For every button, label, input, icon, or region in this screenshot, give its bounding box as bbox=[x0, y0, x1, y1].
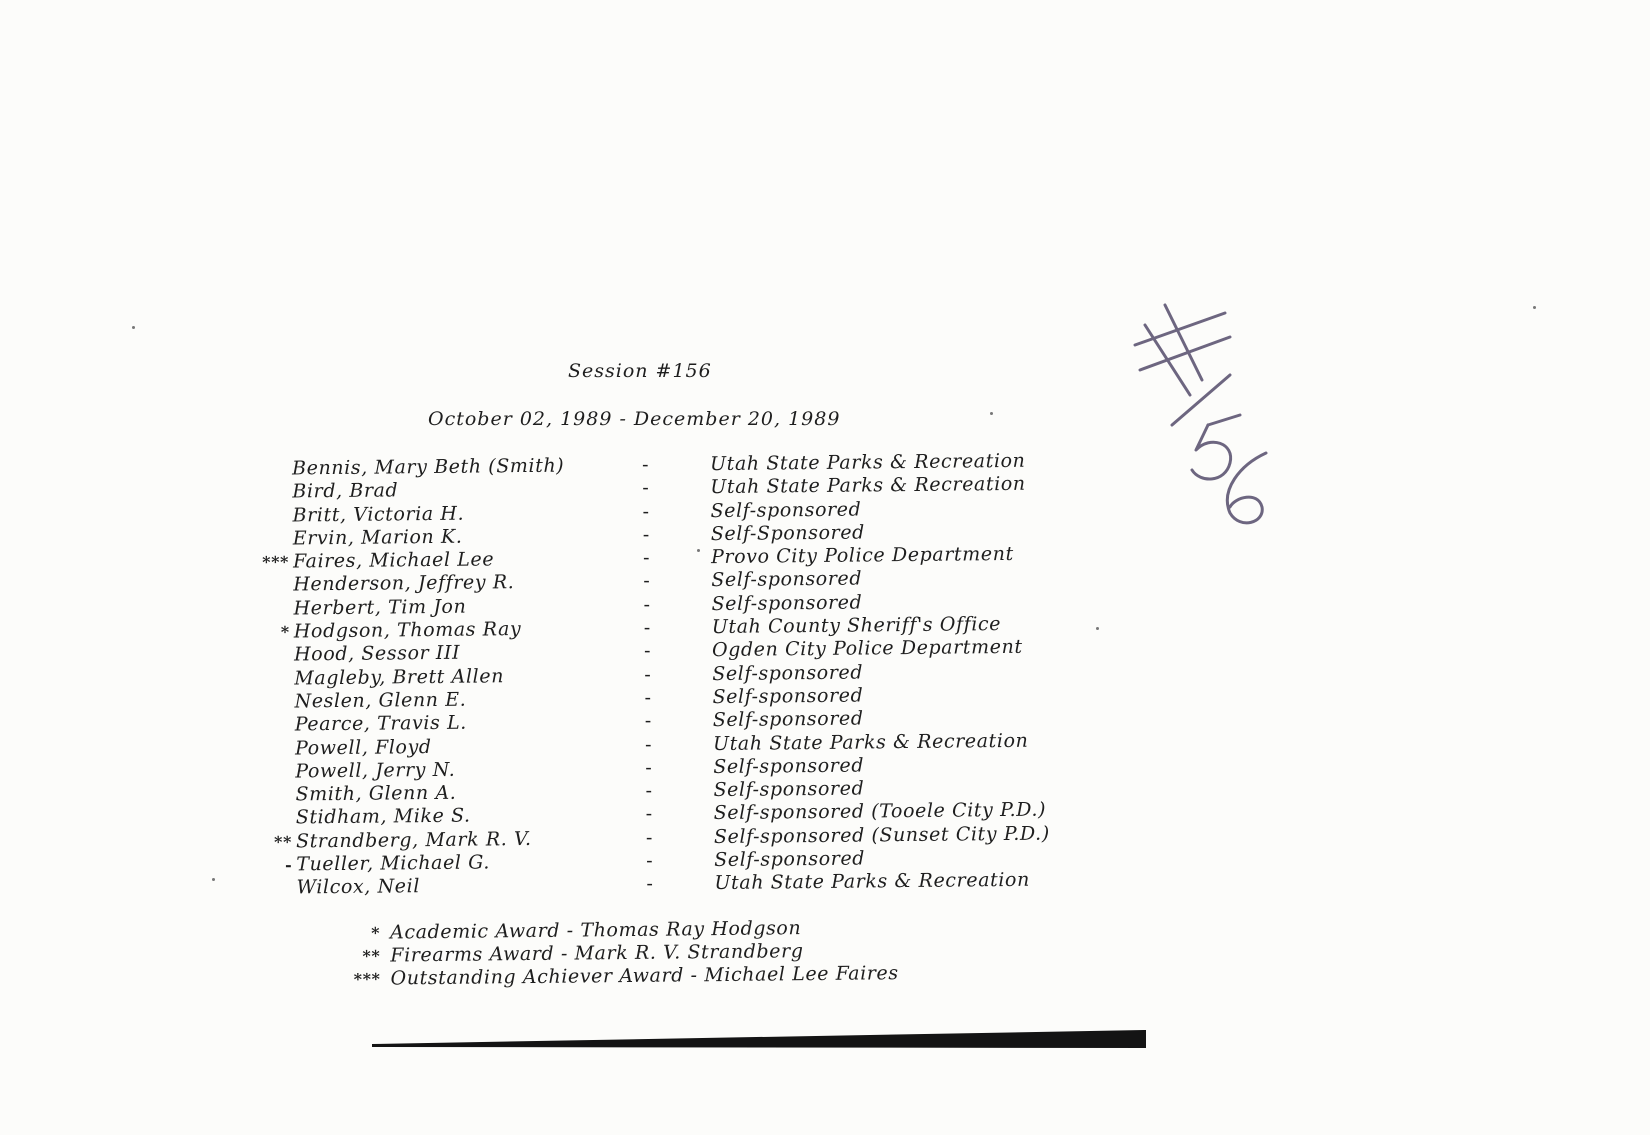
separator-dash: - bbox=[644, 663, 652, 686]
sponsor: Utah State Parks & Recreation bbox=[709, 449, 1026, 476]
student-name: Britt, Victoria H. bbox=[292, 502, 465, 527]
separator-dash: - bbox=[646, 873, 654, 896]
award-marker bbox=[244, 809, 292, 810]
handwritten-session-number bbox=[1130, 285, 1310, 545]
separator-dash: - bbox=[642, 523, 650, 546]
student-name: Powell, Jerry N. bbox=[295, 758, 456, 783]
sponsor: Self-sponsored bbox=[711, 591, 863, 615]
sponsor: Self-Sponsored bbox=[710, 521, 865, 545]
student-name: Hodgson, Thomas Ray bbox=[293, 618, 522, 643]
award-marker bbox=[241, 506, 289, 507]
award-marker bbox=[243, 786, 291, 787]
award-marker: * bbox=[280, 622, 290, 642]
student-name: Bird, Brad bbox=[292, 479, 399, 503]
separator-dash: - bbox=[644, 709, 652, 733]
award-marker bbox=[241, 576, 289, 577]
student-name: Pearce, Travis L. bbox=[294, 711, 467, 736]
separator-dash: - bbox=[642, 477, 650, 500]
separator-dash: - bbox=[646, 849, 654, 872]
sponsor: Self-sponsored (Sunset City P.D.) bbox=[713, 822, 1050, 848]
separator-dash: - bbox=[643, 616, 651, 639]
student-name: Herbert, Tim Jon bbox=[293, 595, 467, 620]
sponsor: Provo City Police Department bbox=[710, 543, 1014, 569]
award-marker bbox=[243, 762, 291, 763]
award-marker: *** bbox=[353, 969, 381, 989]
separator-dash: - bbox=[643, 593, 651, 616]
award-marker bbox=[240, 459, 288, 460]
student-name: Faires, Michael Lee bbox=[292, 548, 495, 573]
separator-dash: - bbox=[645, 803, 653, 826]
sponsor: Self-sponsored bbox=[711, 567, 863, 592]
sponsor: Utah State Parks & Recreation bbox=[712, 729, 1029, 755]
session-dates: October 02, 1989 - December 20, 1989 bbox=[428, 408, 841, 430]
award-marker bbox=[244, 879, 292, 880]
separator-dash: - bbox=[644, 686, 652, 709]
scan-speck bbox=[132, 326, 135, 329]
award-marker bbox=[242, 692, 290, 693]
roster-list bbox=[240, 449, 1050, 901]
separator-dash: - bbox=[645, 826, 654, 849]
award-text: Outstanding Achiever Award - Michael Lee Faires bbox=[390, 962, 899, 990]
award-marker: ** bbox=[273, 832, 293, 852]
separator-dash: - bbox=[643, 570, 651, 593]
separator-dash: - bbox=[642, 500, 650, 523]
sponsor: Self-sponsored bbox=[712, 684, 864, 709]
sponsor: Utah State Parks & Recreation bbox=[714, 869, 1030, 895]
student-name: Bennis, Mary Beth (Smith) bbox=[291, 454, 565, 480]
handwritten-text: #156 bbox=[1130, 285, 1133, 286]
award-marker bbox=[243, 739, 291, 740]
awards-legend bbox=[340, 917, 899, 991]
session-title: Session #156 bbox=[568, 360, 712, 382]
student-name: Tueller, Michael G. bbox=[296, 851, 491, 876]
award-text: Firearms Award - Mark R. V. Strandberg bbox=[390, 940, 804, 967]
scan-speck bbox=[212, 878, 215, 881]
student-name: Wilcox, Neil bbox=[296, 875, 421, 899]
separator-dash: - bbox=[645, 756, 653, 779]
sponsor: Self-sponsored (Tooele City P.D.) bbox=[713, 799, 1047, 825]
separator-dash: - bbox=[645, 779, 653, 802]
award-marker bbox=[241, 529, 289, 530]
award-marker bbox=[241, 599, 289, 600]
scan-speck bbox=[990, 412, 993, 415]
award-marker: *** bbox=[262, 552, 290, 572]
award-marker: - bbox=[284, 855, 293, 875]
award-marker bbox=[242, 646, 290, 647]
separator-dash: - bbox=[641, 453, 650, 476]
student-name: Neslen, Glenn E. bbox=[294, 688, 467, 713]
student-name: Henderson, Jeffrey R. bbox=[293, 571, 515, 596]
scan-edge-bar bbox=[372, 1030, 1146, 1048]
student-name: Smith, Glenn A. bbox=[295, 781, 457, 806]
sponsor: Self-sponsored bbox=[713, 754, 865, 778]
award-marker: ** bbox=[362, 946, 381, 966]
separator-dash: - bbox=[644, 733, 653, 756]
award-marker bbox=[240, 483, 288, 484]
sponsor: Self-sponsored bbox=[710, 498, 862, 522]
student-name: Strandberg, Mark R. V. bbox=[295, 827, 532, 853]
student-name: Ervin, Marion K. bbox=[292, 525, 463, 550]
award-marker bbox=[242, 669, 290, 670]
student-name: Hood, Sessor III bbox=[293, 642, 461, 666]
award-marker: * bbox=[371, 923, 381, 943]
sponsor: Self-sponsored bbox=[712, 707, 864, 732]
sponsor: Ogden City Police Department bbox=[711, 636, 1023, 662]
sponsor: Utah County Sheriff's Office bbox=[711, 613, 1002, 639]
student-name: Magleby, Brett Allen bbox=[294, 664, 505, 690]
separator-dash: - bbox=[642, 546, 651, 569]
scan-speck bbox=[1533, 306, 1536, 309]
student-name: Powell, Floyd bbox=[294, 735, 432, 760]
student-name: Stidham, Mike S. bbox=[295, 805, 471, 829]
sponsor: Self-sponsored bbox=[712, 661, 864, 685]
sponsor: Self-sponsored bbox=[713, 777, 865, 802]
sponsor: Utah State Parks & Recreation bbox=[710, 473, 1026, 499]
separator-dash: - bbox=[643, 640, 652, 663]
sponsor: Self-sponsored bbox=[714, 847, 866, 872]
scan-speck bbox=[1096, 627, 1099, 630]
award-text: Academic Award - Thomas Ray Hodgson bbox=[389, 917, 802, 944]
scan-speck bbox=[697, 549, 700, 552]
award-marker bbox=[243, 716, 291, 717]
